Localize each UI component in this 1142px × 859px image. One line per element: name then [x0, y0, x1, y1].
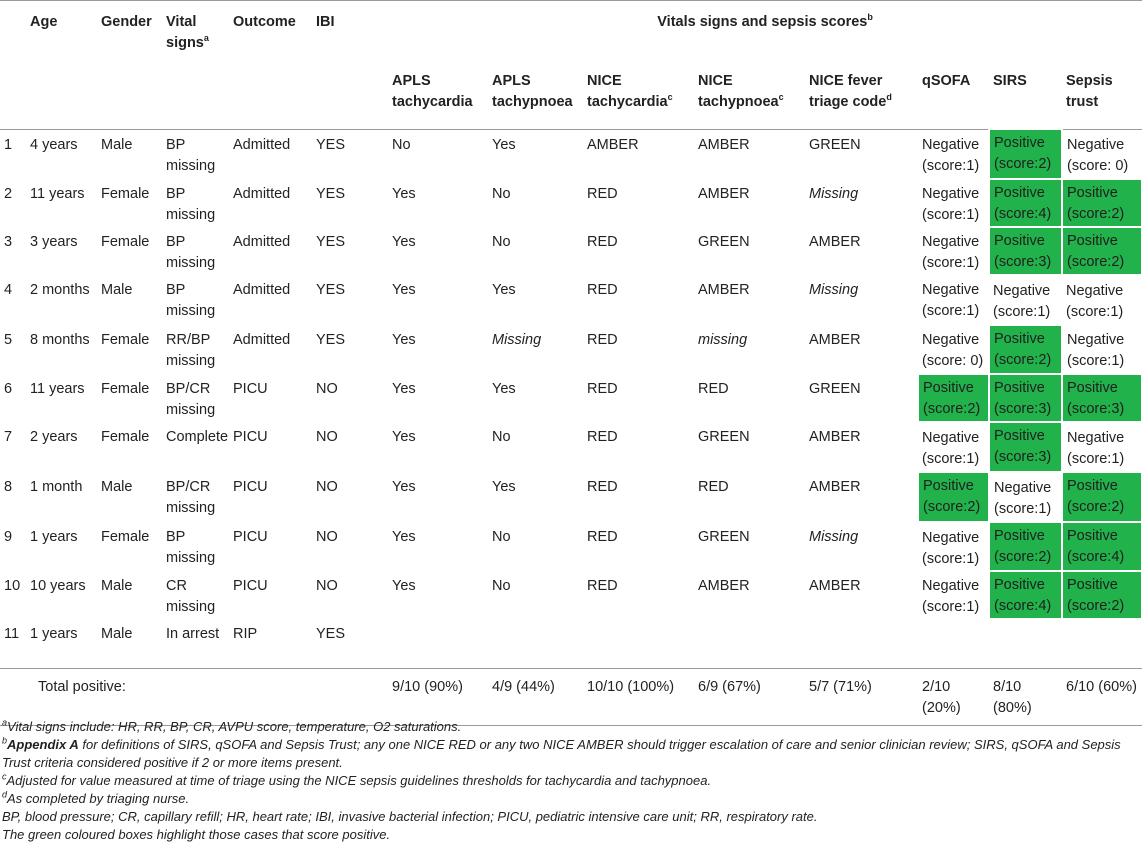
header-sirs: SIRS — [989, 68, 1062, 129]
cell-sirs: Positive (score:2) — [989, 325, 1062, 374]
cell-sepsis-trust — [1062, 619, 1142, 669]
cell-outcome: Admitted — [233, 233, 291, 250]
cell-vital-signs: BP missing — [166, 233, 216, 271]
cell-nice-tachypnoea: AMBER — [698, 577, 750, 594]
cell-num: 3 — [4, 233, 13, 250]
cell-vital-signs: BP missing — [166, 281, 216, 319]
cell-nice-tachycardia: RED — [587, 281, 618, 298]
header-outcome: Outcome — [229, 1, 312, 69]
cell-apls-tachycardia: Yes — [392, 478, 416, 495]
cell-outcome: Admitted — [233, 331, 291, 348]
cell-vital-signs: BP/CR missing — [166, 380, 216, 418]
cell-outcome: Admitted — [233, 185, 291, 202]
cell-num: 11 — [4, 625, 20, 642]
header-row-2 — [0, 68, 1142, 129]
cell-gender: Male — [101, 281, 133, 298]
cell-qsofa: Positive (score:2) — [918, 374, 989, 422]
cell-nice-tachypnoea — [694, 619, 805, 669]
cell-sirs: Positive (score:4) — [989, 571, 1062, 619]
cell-num: 7 — [4, 428, 13, 445]
cell-sirs: Positive (score:3) — [989, 422, 1062, 472]
cell-apls-tachycardia: Yes — [392, 185, 416, 202]
cell-num: 9 — [4, 528, 13, 545]
totals-label: Total positive: — [26, 668, 388, 725]
cell-apls-tachypnoea: Yes — [492, 478, 516, 495]
cell-qsofa: Negative (score:1) — [922, 577, 980, 615]
cell-age: 1 years — [30, 528, 78, 545]
table-row — [0, 619, 1142, 669]
cell-nice-tachypnoea: missing — [698, 331, 748, 348]
cell-age: 8 months — [30, 331, 90, 348]
header-num — [0, 1, 26, 69]
total-sirs: 8/10 (80%) — [989, 668, 1062, 725]
cell-age: 10 years — [30, 577, 86, 594]
cell-gender: Female — [101, 528, 150, 545]
cell-apls-tachypnoea: No — [492, 577, 511, 594]
table-row — [0, 472, 1142, 522]
cell-ibi: YES — [316, 281, 346, 298]
cell-apls-tachycardia: Yes — [392, 380, 416, 397]
cell-qsofa: Negative (score:1) — [922, 185, 980, 223]
table-row — [0, 522, 1142, 571]
cell-apls-tachycardia: Yes — [392, 577, 416, 594]
footnote-a: $^a$Vital signs include: HR, RR, BP, CR, AVPU score, temperature, O2 saturations. — [2, 717, 462, 734]
cell-sirs: Positive (score:4) — [989, 179, 1062, 227]
cell-sirs: Positive (score:3) — [989, 374, 1062, 422]
header-apls-tachypnoea: APLS tachypnoea — [488, 68, 583, 129]
cell-nice-tachypnoea: GREEN — [698, 528, 750, 545]
header-apls-tachycardia: APLS tachycardia — [388, 68, 488, 129]
cell-nice-fever — [805, 619, 918, 669]
cell-ibi: NO — [316, 380, 338, 397]
table-row — [0, 179, 1142, 227]
total-nice-fever: 5/7 (71%) — [805, 668, 918, 725]
header-nice-tachycardia: NICE tachycardia$^c$ — [583, 68, 694, 129]
cell-sepsis-trust: Positive (score:4) — [1062, 522, 1142, 571]
cell-gender: Male — [101, 625, 133, 642]
cell-ibi: NO — [316, 428, 338, 445]
cell-sirs: Negative (score:1) — [993, 282, 1051, 320]
cell-sepsis-trust: Positive (score:2) — [1062, 571, 1142, 619]
cell-nice-tachypnoea: AMBER — [698, 136, 750, 153]
cell-qsofa — [918, 619, 989, 669]
cell-nice-fever: Missing — [809, 185, 859, 202]
cell-nice-tachycardia: RED — [587, 577, 618, 594]
cell-nice-tachypnoea: GREEN — [698, 428, 750, 445]
cell-apls-tachypnoea: No — [492, 185, 511, 202]
cell-gender: Female — [101, 233, 150, 250]
cell-sepsis-trust: Negative (score:1) — [1067, 429, 1125, 467]
cell-qsofa: Negative (score:1) — [922, 529, 980, 567]
cell-num: 5 — [4, 331, 13, 348]
cell-apls-tachycardia: Yes — [392, 428, 416, 445]
cell-apls-tachycardia — [388, 619, 488, 669]
cell-vital-signs: BP missing — [166, 528, 216, 566]
cell-num: 4 — [4, 281, 13, 298]
cell-nice-fever: AMBER — [809, 577, 861, 594]
cell-qsofa: Negative (score:1) — [922, 281, 980, 319]
cell-age: 11 years — [30, 185, 85, 202]
cell-apls-tachypnoea: Yes — [492, 136, 516, 153]
header-sepsis-trust: Sepsis trust — [1062, 68, 1142, 129]
cell-gender: Female — [101, 380, 150, 397]
header-group: Vitals signs and sepsis scores$^b$ — [388, 1, 1142, 69]
cell-age: 2 years — [30, 428, 78, 445]
cell-apls-tachypnoea: No — [492, 233, 511, 250]
cell-gender: Male — [101, 478, 133, 495]
cell-age: 3 years — [30, 233, 78, 250]
cell-apls-tachypnoea: No — [492, 528, 511, 545]
cell-outcome: Admitted — [233, 136, 291, 153]
cell-num: 2 — [4, 185, 13, 202]
footnote-b: $^b$Appendix A for definitions of SIRS, qSOFA and Sepsis Trust; any one NICE RED or any two NICE AMBER should trigger escalation of care and senior clinician review; SIRS, qSOFA and Sepsis Trust criteria considered positive if 2 or more items present. — [2, 735, 1121, 770]
cell-ibi: YES — [316, 185, 346, 202]
cell-nice-tachycardia: RED — [587, 331, 618, 348]
cell-ibi: YES — [316, 233, 346, 250]
cell-nice-fever: Missing — [809, 281, 859, 298]
cell-age: 2 months — [30, 281, 90, 298]
cell-vital-signs: Complete — [166, 428, 229, 445]
footnote-green-boxes: The green coloured boxes highlight those cases that score positive. — [2, 827, 391, 842]
cell-sepsis-trust: Positive (score:2) — [1062, 179, 1142, 227]
table-row — [0, 227, 1142, 275]
cell-qsofa: Negative (score: 0) — [922, 331, 984, 369]
cell-nice-tachycardia: RED — [587, 185, 618, 202]
cell-nice-tachypnoea: RED — [698, 380, 729, 397]
cell-sepsis-trust: Positive (score:3) — [1062, 374, 1142, 422]
table-body — [0, 129, 1142, 725]
cell-apls-tachycardia: Yes — [392, 233, 416, 250]
cell-nice-fever: AMBER — [809, 428, 861, 445]
cell-vital-signs: BP missing — [166, 185, 216, 223]
cell-qsofa: Negative (score:1) — [922, 233, 980, 271]
cell-age: 1 years — [30, 625, 78, 642]
header-qsofa: qSOFA — [918, 68, 989, 129]
cell-gender: Female — [101, 428, 150, 445]
cell-outcome: Admitted — [233, 281, 291, 298]
cell-ibi: NO — [316, 478, 338, 495]
cell-nice-tachycardia: RED — [587, 428, 618, 445]
cell-outcome: PICU — [233, 380, 268, 397]
cell-nice-tachycardia: RED — [587, 478, 618, 495]
cell-nice-tachycardia: AMBER — [587, 136, 639, 153]
header-gender: Gender — [97, 1, 162, 69]
cell-qsofa: Negative (score:1) — [922, 429, 980, 467]
cell-apls-tachypnoea: Yes — [492, 380, 516, 397]
cell-qsofa: Negative (score:1) — [922, 136, 980, 174]
cell-sirs: Positive (score:2) — [989, 129, 1062, 179]
header-ibi: IBI — [312, 1, 388, 69]
cell-vital-signs: CR missing — [166, 577, 216, 615]
cell-apls-tachypnoea — [488, 619, 583, 669]
footnote-d: $^d$As completed by triaging nurse. — [2, 789, 190, 806]
cell-outcome: PICU — [233, 428, 268, 445]
cell-nice-fever: Missing — [809, 528, 859, 545]
cell-age: 4 years — [30, 136, 78, 153]
cell-outcome: RIP — [233, 625, 258, 642]
cell-vital-signs: BP missing — [166, 136, 216, 174]
cell-apls-tachycardia: Yes — [392, 281, 416, 298]
cell-age: 11 years — [30, 380, 85, 397]
header-row-1 — [0, 1, 1142, 69]
totals-row — [0, 668, 1142, 725]
table-row — [0, 374, 1142, 422]
cell-ibi: YES — [316, 625, 346, 642]
cell-vital-signs: In arrest — [166, 625, 220, 642]
total-qsofa: 2/10 (20%) — [918, 668, 989, 725]
cell-nice-fever: GREEN — [809, 136, 861, 153]
cell-nice-fever: AMBER — [809, 478, 861, 495]
cell-apls-tachypnoea: Yes — [492, 281, 516, 298]
cell-num: 1 — [4, 136, 13, 153]
table-row — [0, 325, 1142, 374]
table-row — [0, 422, 1142, 472]
cell-num: 6 — [4, 380, 13, 397]
cell-nice-tachycardia: RED — [587, 233, 618, 250]
table-row — [0, 275, 1142, 325]
cell-gender: Male — [101, 136, 133, 153]
total-apls-tachypnoea: 4/9 (44%) — [488, 668, 583, 725]
cell-sirs: Positive (score:3) — [989, 227, 1062, 275]
cell-age: 1 month — [30, 478, 83, 495]
table-row — [0, 129, 1142, 179]
cell-ibi: YES — [316, 331, 346, 348]
cell-sirs: Positive (score:2) — [989, 522, 1062, 571]
cell-outcome: PICU — [233, 577, 268, 594]
cell-nice-tachycardia: RED — [587, 380, 618, 397]
cell-nice-tachypnoea: RED — [698, 478, 729, 495]
cell-sepsis-trust: Negative (score:1) — [1066, 282, 1124, 320]
cell-gender: Female — [101, 185, 150, 202]
cell-ibi: YES — [316, 136, 346, 153]
cell-nice-tachypnoea: AMBER — [698, 185, 750, 202]
header-nice-fever: NICE fever triage code$^d$ — [805, 68, 918, 129]
cell-num: 10 — [4, 577, 21, 594]
cell-apls-tachypnoea: No — [492, 428, 511, 445]
cell-nice-tachypnoea: GREEN — [698, 233, 750, 250]
cell-nice-tachypnoea: AMBER — [698, 281, 750, 298]
cell-num: 8 — [4, 478, 13, 495]
cell-ibi: NO — [316, 577, 338, 594]
table-row — [0, 571, 1142, 619]
cell-nice-fever: AMBER — [809, 331, 861, 348]
total-nice-tachypnoea: 6/9 (67%) — [694, 668, 805, 725]
cell-vital-signs: RR/BP missing — [166, 331, 216, 369]
cell-apls-tachypnoea: Missing — [492, 331, 542, 348]
cell-sepsis-trust: Negative (score:1) — [1067, 331, 1125, 369]
total-nice-tachycardia: 10/10 (100%) — [583, 668, 694, 725]
cell-apls-tachycardia: No — [392, 136, 411, 153]
cell-apls-tachycardia: Yes — [392, 331, 416, 348]
total-apls-tachycardia: 9/10 (90%) — [388, 668, 488, 725]
cell-gender: Male — [101, 577, 133, 594]
cell-sepsis-trust: Positive (score:2) — [1062, 227, 1142, 275]
cell-apls-tachycardia: Yes — [392, 528, 416, 545]
header-nice-tachypnoea: NICE tachypnoea$^c$ — [694, 68, 805, 129]
cell-sepsis-trust: Negative (score: 0) — [1067, 136, 1129, 174]
header-age: Age — [26, 1, 97, 69]
cell-ibi: NO — [316, 528, 338, 545]
cell-vital-signs: BP/CR missing — [166, 478, 216, 516]
cell-sepsis-trust: Positive (score:2) — [1062, 472, 1142, 522]
cell-sirs: Negative (score:1) — [994, 479, 1052, 517]
cell-outcome: PICU — [233, 528, 268, 545]
cell-sirs — [989, 619, 1062, 669]
cell-nice-tachycardia: RED — [587, 528, 618, 545]
cell-nice-fever: GREEN — [809, 380, 861, 397]
cell-nice-fever: AMBER — [809, 233, 861, 250]
total-sepsis-trust: 6/10 (60%) — [1062, 668, 1142, 725]
cell-outcome: PICU — [233, 478, 268, 495]
footnote-abbreviations: BP, blood pressure; CR, capillary refill; HR, heart rate; IBI, invasive bacterial infection; PICU, pediatric intensive care unit; RR, respiratory rate. — [2, 809, 818, 824]
table-footnotes — [2, 718, 1140, 844]
cell-qsofa: Positive (score:2) — [918, 472, 989, 522]
cell-gender: Female — [101, 331, 150, 348]
header-vital-signs: Vital signs$^a$ — [162, 1, 229, 69]
cell-nice-tachycardia — [583, 619, 694, 669]
footnote-c: $^c$Adjusted for value measured at time of triage using the NICE sepsis guidelines thresholds for tachycardia and tachypnoea. — [2, 771, 712, 788]
